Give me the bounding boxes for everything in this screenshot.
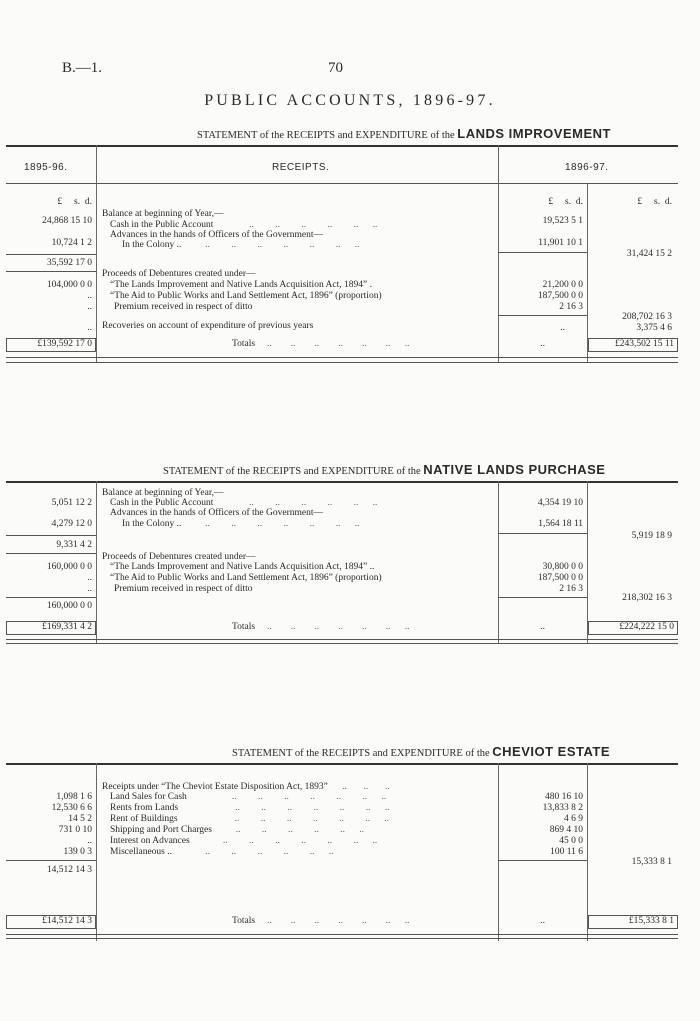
table1-col-curr: 1896-97. [565,162,609,173]
table2-row-desc: Cash in the Public Account .. .. .. .. .. .. [110,498,378,508]
table2-subtotal-rule [498,597,587,598]
table1-row-desc: “The Aid to Public Works and Land Settlement Act, 1896” (proportion) [110,291,382,301]
document-series: B.—1. [62,60,103,76]
table1-row-c2: 208,702 16 3 [622,312,672,322]
table3-row-c2: 15,333 8 1 [631,857,672,867]
table3-row-prev: 731 0 10 [58,825,92,835]
table1-lsd-prev: £ s. d. [57,197,92,207]
table2-top-rule [6,481,678,483]
table2-subtotal-rule [6,597,96,598]
table1-row-c1: 21,200 0 0 [542,280,583,290]
table2-subtotal-rule [6,553,96,554]
table1-subtotal-rule [498,252,587,253]
table2-row-prev: 160,000 0 0 [46,562,92,572]
table1-total-curr: £243,502 15 11 [614,339,674,349]
table1-subtotal-rule [498,315,587,316]
table3-row-desc: Rent of Buildings .. .. .. .. .. .. .. [110,814,389,824]
table2-row-prev: 9,331 4 2 [56,540,92,550]
table2-row-desc: Advances in the hands of Officers of the Government— [110,508,323,518]
table2-row-desc: In the Colony .. .. .. .. .. .. .. .. [122,519,360,529]
table3-row-c1: 869 4 10 [549,825,583,835]
table3-row-desc: Interest on Advances .. .. .. .. .. .. .. [110,836,378,846]
table3-total-c1: .. [540,916,545,926]
table3-caption-prefix: STATEMENT of the RECEIPTS and EXPENDITURE of the [232,748,490,759]
table2-total-label: Totals .. .. .. .. .. .. .. [232,622,410,632]
table1-divider [498,145,499,363]
table3-total-prev: £14,512 14 3 [42,916,92,926]
table3-row-prev: 139 0 3 [63,847,92,857]
table2-row-prev: 4,279 12 0 [51,519,92,529]
table2-row-c1: 30,800 0 0 [542,562,583,572]
table3-row-c1: 4 6 9 [564,814,583,824]
table3-row-c1: 480 16 10 [545,792,583,802]
table1-bottom-rule [6,362,678,363]
table3-row-prev: 14,512 14 3 [46,865,92,875]
table3-bottom-rule [6,938,678,939]
table1-col-receipts: RECEIPTS. [272,162,330,173]
table1-caption-prefix: STATEMENT of the RECEIPTS and EXPENDITURE of the [197,130,455,141]
table2-row-c2: 5,919 18 9 [631,531,672,541]
table2-total-c1: .. [540,622,545,632]
table3-row-desc: Rents from Lands .. .. .. .. .. .. .. [110,803,390,813]
table2-row-c1: 1,564 18 11 [538,519,583,529]
table2-row-c1: 4,354 19 10 [537,498,583,508]
table1-row-desc: In the Colony .. .. .. .. .. .. .. .. [122,240,360,250]
page-number: 70 [328,60,343,76]
table2-row-prev: .. [87,573,92,583]
table2-row-desc: Premium received in respect of ditto [114,584,253,594]
table3-row-desc: Shipping and Port Charges .. .. .. .. .. .. [110,825,364,835]
table1-bottom-rule [6,357,678,358]
table2-bottom-rule [6,639,678,640]
table1-caption [197,126,611,141]
table2-caption-prefix: STATEMENT of the RECEIPTS and EXPENDITURE of the [163,466,421,477]
table2-row-prev: 5,051 12 2 [51,498,92,508]
table1-row-prev: 104,000 0 0 [46,280,92,290]
table1-lsd-curr1: £ s. d. [548,197,583,207]
table3-row-prev: 12,530 6 6 [51,803,92,813]
table1-row-desc: Proceeds of Debentures created under— [102,269,256,279]
table1-row-desc: Advances in the hands of Officers of the Government— [110,230,323,240]
table1-row-c1: 187,500 0 0 [537,291,583,301]
table1-col-prev: 1895-96. [24,162,68,173]
table1-divider [587,183,588,363]
table3-subtotal-rule [6,860,96,861]
table1-row-c1: 11,901 10 1 [538,238,583,248]
table1-row-c2: 31,424 15 2 [626,249,672,259]
table1-row-prev: 35,592 17 0 [46,258,92,268]
table2-subtotal-rule [6,535,96,536]
table1-row-desc: Cash in the Public Account .. .. .. .. .. .. [110,220,378,230]
table1-row-desc: Premium received in respect of ditto [114,302,253,312]
page-title: PUBLIC ACCOUNTS, 1896-97. [204,92,496,109]
table1-lsd-curr2: £ s. d. [637,197,672,207]
table1-row-c1: 2 16 3 [559,302,583,312]
table1-row-c1: .. [560,323,565,333]
table1-row-prev: 10,724 1 2 [51,238,92,248]
table3-caption [232,744,610,759]
table1-row-prev: .. [87,291,92,301]
table1-total-c1: .. [540,339,545,349]
table1-row-c1: 19,523 5 1 [542,216,583,226]
table3-row-prev: 1,098 1 6 [56,792,92,802]
table3-row-c1: 45 0 0 [559,836,583,846]
table3-top-rule [6,763,678,765]
table1-top-rule [6,145,678,147]
table3-row-prev: .. [87,836,92,846]
table1-row-prev: .. [87,302,92,312]
table3-divider [498,763,499,941]
table3-row-c1: 100 11 6 [550,847,583,857]
table2-row-desc: Balance at beginning of Year,— [102,488,224,498]
table3-subtotal-rule [498,860,587,861]
table1-row-prev: 24,868 15 10 [42,216,92,226]
table2-divider [96,481,97,643]
table3-row-c1: 13,833 8 2 [542,803,583,813]
table2-caption-bold: NATIVE LANDS PURCHASE [423,462,606,477]
table3-row-prev: 14 5 2 [68,814,92,824]
table1-row-c2: 3,375 4 6 [636,323,672,333]
table2-total-curr: £224,222 15 0 [619,622,674,632]
table2-row-prev: 160,000 0 0 [46,601,92,611]
table2-row-c2: 218,302 16 3 [622,593,672,603]
table2-total-prev: £169,331 4 2 [42,622,92,632]
table2-row-c1: 187,500 0 0 [537,573,583,583]
table2-row-desc: Proceeds of Debentures created under— [102,552,256,562]
table1-row-desc: Balance at beginning of Year,— [102,209,224,219]
table1-caption-bold: LANDS IMPROVEMENT [457,126,611,141]
table2-row-prev: .. [87,584,92,594]
table1-row-desc: “The Lands Improvement and Native Lands Acquisition Act, 1894” . [110,280,372,290]
table3-total-label: Totals .. .. .. .. .. .. .. [232,916,410,926]
table2-subtotal-rule [498,533,587,534]
table1-subtotal-rule [6,271,96,272]
table2-row-desc: “The Lands Improvement and Native Lands Acquisition Act, 1894” .. [110,562,375,572]
table3-row-desc: Miscellaneous .. .. .. .. .. .. .. [110,847,334,857]
table1-row-desc: Recoveries on account of expenditure of previous years [102,321,314,331]
table3-total-curr: £15,333 8 1 [628,916,674,926]
table1-row-prev: .. [87,323,92,333]
table3-caption-bold: CHEVIOT ESTATE [492,744,611,759]
table3-bottom-rule [6,934,678,935]
table2-divider [498,481,499,643]
table1-divider [96,145,97,363]
table3-divider [96,763,97,941]
table3-row-desc: Receipts under “The Cheviot Estate Disposition Act, 1893” .. .. .. [102,782,390,792]
table3-row-desc: Land Sales for Cash .. .. .. .. .. .. .. [110,792,387,802]
table1-subtotal-rule [6,254,96,255]
table1-head-rule [6,183,678,184]
table2-row-desc: “The Aid to Public Works and Land Settlement Act, 1896” (proportion) [110,573,382,583]
table2-row-c1: 2 16 3 [559,584,583,594]
table1-total-label: Totals .. .. .. .. .. .. .. [232,339,410,349]
table2-caption [163,462,605,477]
table2-bottom-rule [6,643,678,644]
table1-total-prev: £139,592 17 0 [37,339,92,349]
table2-divider [587,481,588,643]
